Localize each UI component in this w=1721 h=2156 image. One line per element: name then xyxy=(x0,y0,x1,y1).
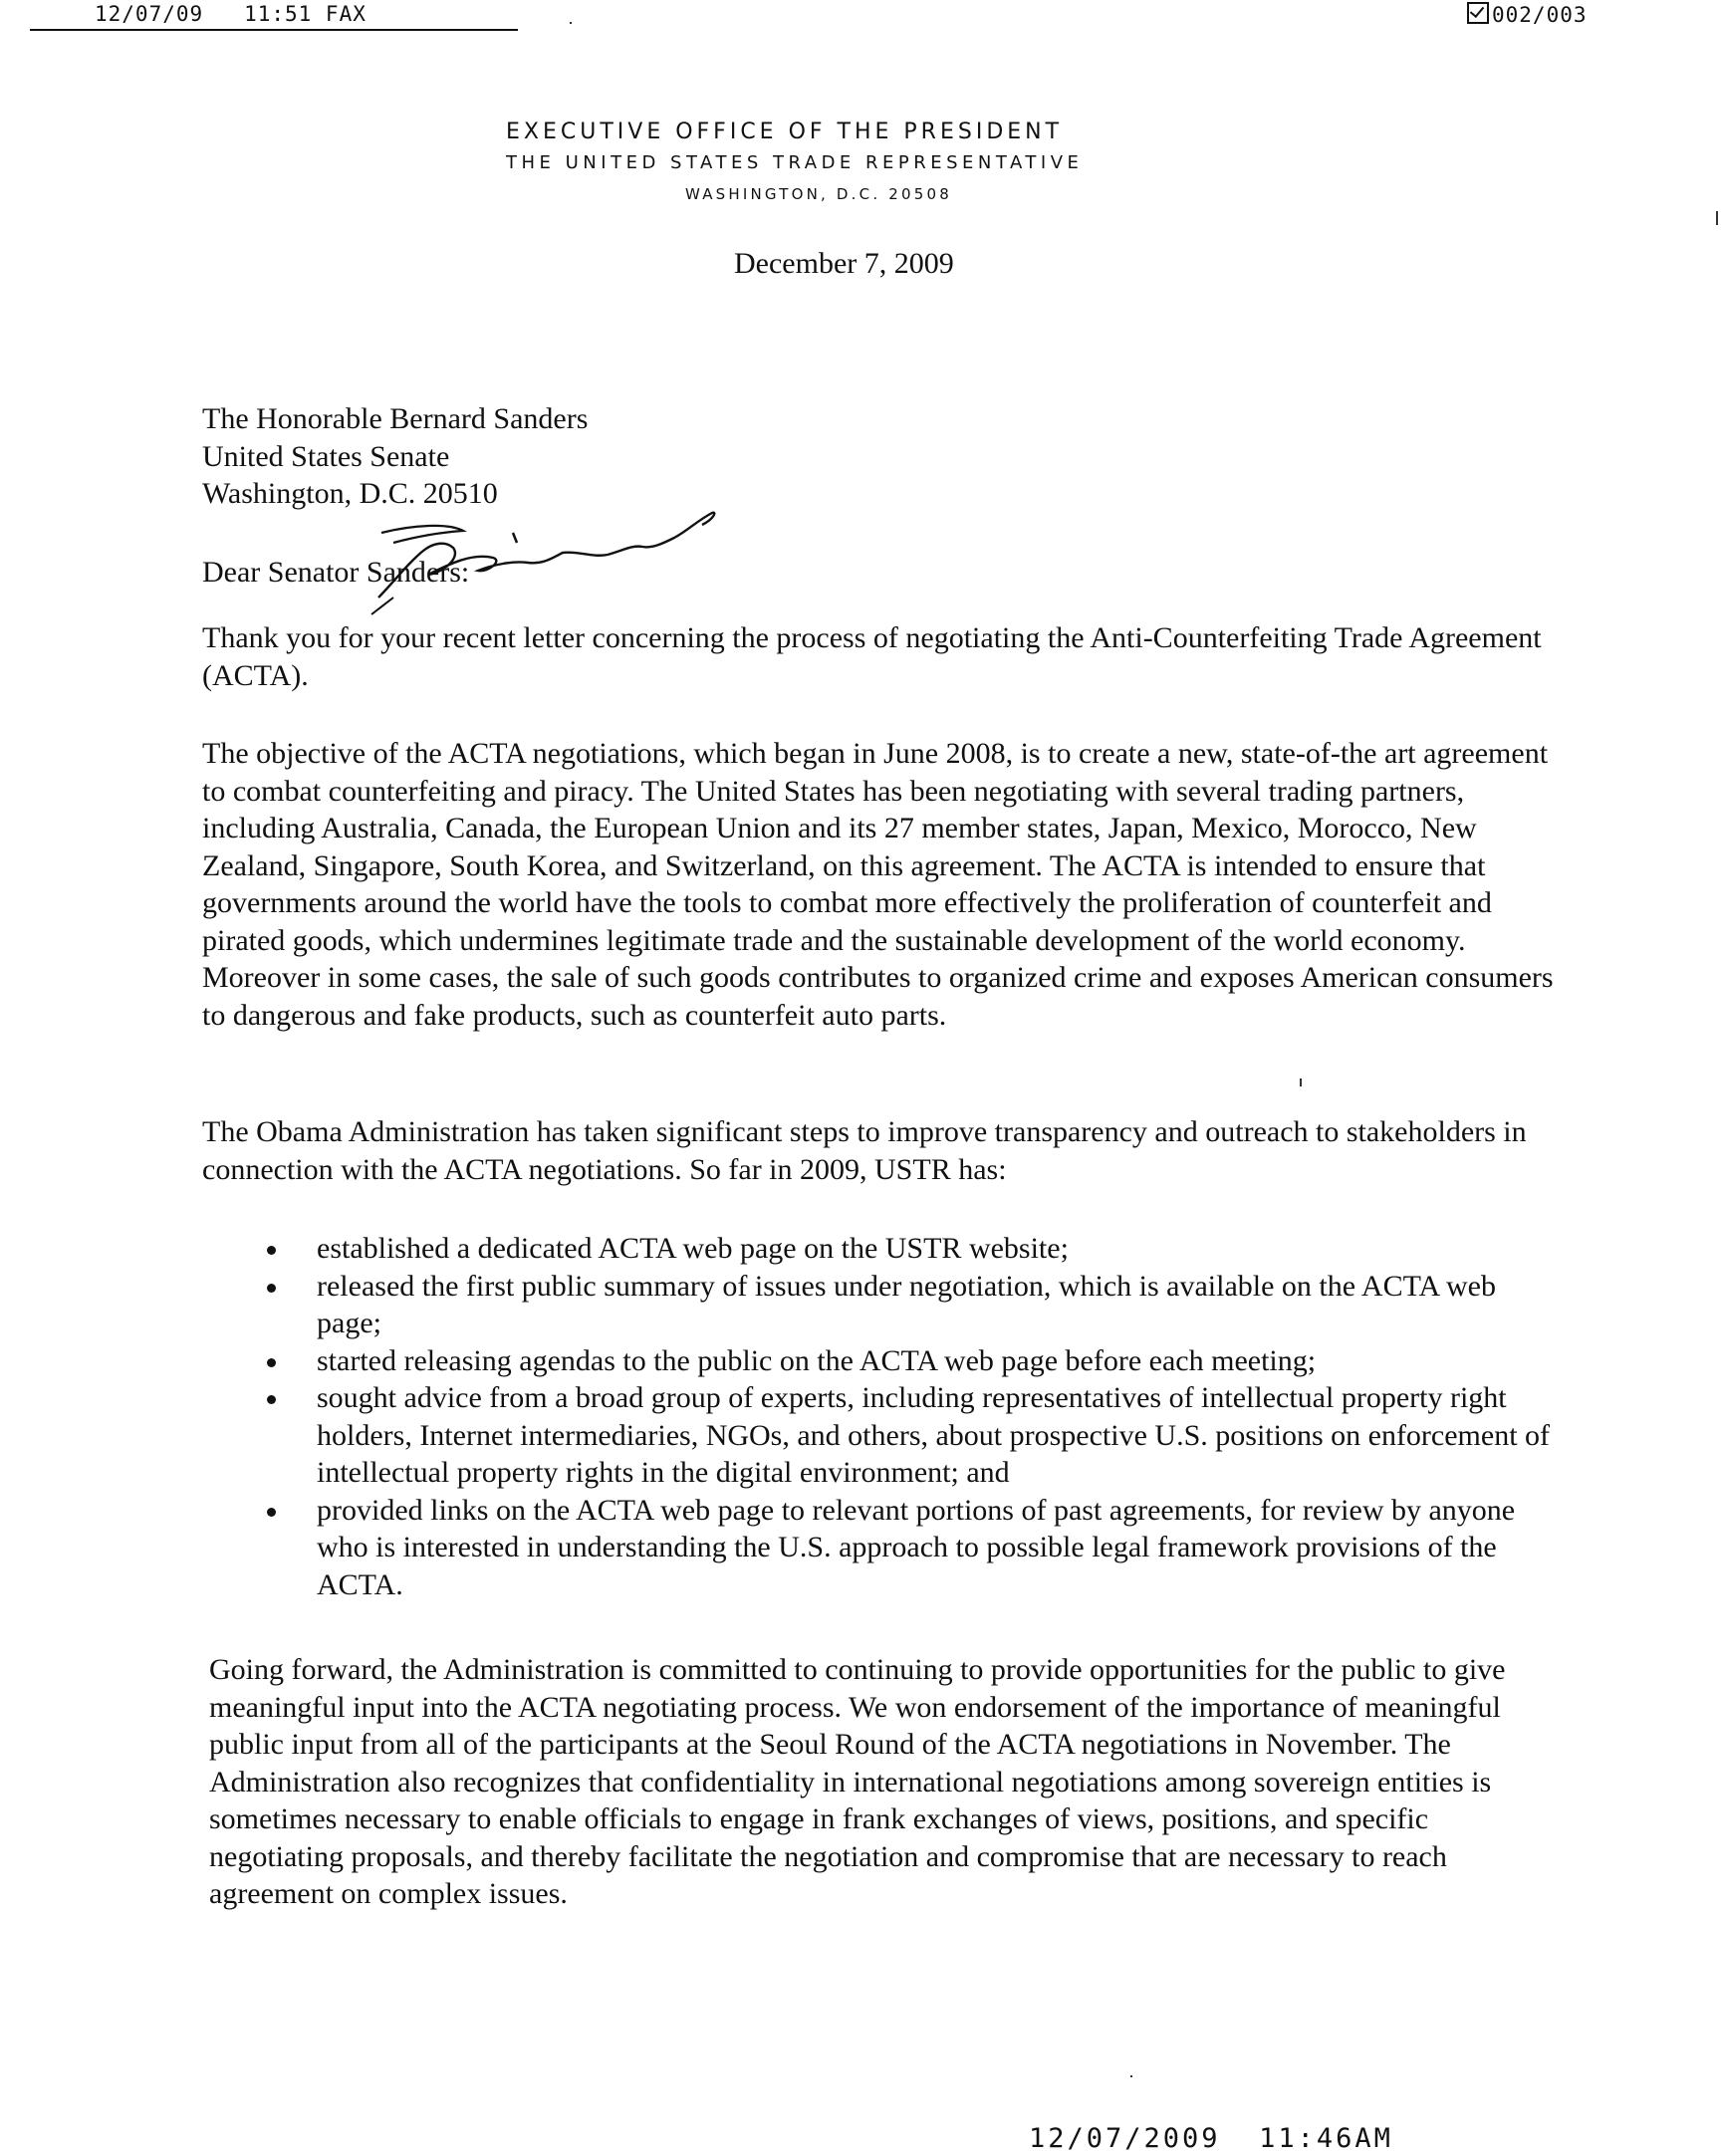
recipient-address xyxy=(202,400,1557,513)
bullet-icon xyxy=(267,1284,276,1293)
letter-date: December 7, 2009 xyxy=(734,247,954,280)
paragraph-intro: Thank you for your recent letter concerning the process of negotiating the Anti-Counterfeiting Trade Agreement (ACTA). xyxy=(202,621,1542,692)
scan-artifact xyxy=(1130,2075,1132,2077)
recipient-organization: United States Senate xyxy=(202,439,450,473)
list-item-text: sought advice from a broad group of experts, including representatives of intellectual property right holders, Internet intermediaries, NGOs, and others, about prospective U.S. positions on enforcement of intellectual property rights in the digital environment; and xyxy=(317,1381,1551,1489)
paragraph-objective: The objective of the ACTA negotiations, which began in June 2008, is to create a new, state-of-the art agreement to combat counterfeiting and piracy. The United States has been negotiating with several trading partners, including Australia, Canada, the European Union and its 27 member states, Japan, Mexico, Morocco, New Zealand, Singapore, South Korea, and Switzerland, on this agreement. The ACTA is intended to ensure that governments around the world have the tools to combat more effectively the proliferation of counterfeit and pirated goods, which undermines legitimate trade and the sustainable development of the world economy. Moreover in some cases, the sale of such goods contributes to organized crime and exposes American consumers to dangerous and fake products, such as counterfeit auto parts. xyxy=(202,737,1554,1032)
ustr-actions-list xyxy=(257,1230,1552,1603)
list-item xyxy=(257,1230,1552,1268)
scan-artifact xyxy=(1300,1078,1302,1086)
list-item-text: provided links on the ACTA web page to relevant portions of past agreements, for review by anyone who is interested in understanding the U.S. approach to possible legal framework provisions of the ACTA. xyxy=(317,1493,1516,1601)
handwritten-signature xyxy=(354,503,732,622)
list-item xyxy=(257,1492,1552,1604)
scan-artifact xyxy=(570,22,572,24)
list-item-text: released the first public summary of issues under negotiation, which is available on the ACTA web page; xyxy=(317,1269,1496,1339)
fax-header-timestamp: 12/07/09 11:51 FAX xyxy=(95,2,367,26)
fax-page-number: 002/003 xyxy=(1492,3,1588,27)
list-item-text: started releasing agendas to the public on the ACTA web page before each meeting; xyxy=(317,1343,1317,1377)
salutation: Dear Senator Sanders: xyxy=(202,556,470,589)
letterhead-agency: THE UNITED STATES TRADE REPRESENTATIVE xyxy=(506,152,1084,173)
paragraph-going-forward: Going forward, the Administration is committed to continuing to provide opportunities for the public to give meaningful input into the ACTA negotiating process. We won endorsement of the importance of meaningful public input from all of the participants at the Seoul Round of the ACTA negotiations in November. The Administration also recognizes that confidentiality in international negotiations among sovereign entities is sometimes necessary to enable officials to engage in frank exchanges of views, positions, and specific negotiating proposals, and thereby facilitate the negotiation and compromise that are necessary to reach agreement on complex issues. xyxy=(209,1653,1506,1910)
recipient-city: Washington, D.C. 20510 xyxy=(202,477,498,510)
list-item xyxy=(257,1379,1552,1492)
list-item xyxy=(257,1342,1552,1380)
letterhead-office: EXECUTIVE OFFICE OF THE PRESIDENT xyxy=(506,120,1064,144)
letterhead-address: WASHINGTON, D.C. 20508 xyxy=(685,185,952,203)
fax-page-counter xyxy=(1467,2,1588,27)
paragraph-transparency: The Obama Administration has taken significant steps to improve transparency and outreach to stakeholders in connection with the ACTA negotiations. So far in 2009, USTR has: xyxy=(202,1115,1527,1186)
checkbox-icon xyxy=(1467,2,1489,24)
recipient-name: The Honorable Bernard Sanders xyxy=(202,402,589,435)
scan-artifact xyxy=(1716,211,1718,225)
fax-header xyxy=(0,0,1721,40)
bullet-icon xyxy=(267,1395,276,1404)
fax-footer-timestamp: 12/07/2009 11:46AM xyxy=(1029,2123,1393,2154)
bullet-icon xyxy=(267,1508,276,1517)
bullet-icon xyxy=(267,1358,276,1367)
list-item-text: established a dedicated ACTA web page on the USTR website; xyxy=(317,1232,1069,1265)
list-item xyxy=(257,1268,1552,1342)
fax-header-rule xyxy=(30,29,518,31)
bullet-icon xyxy=(267,1246,276,1255)
